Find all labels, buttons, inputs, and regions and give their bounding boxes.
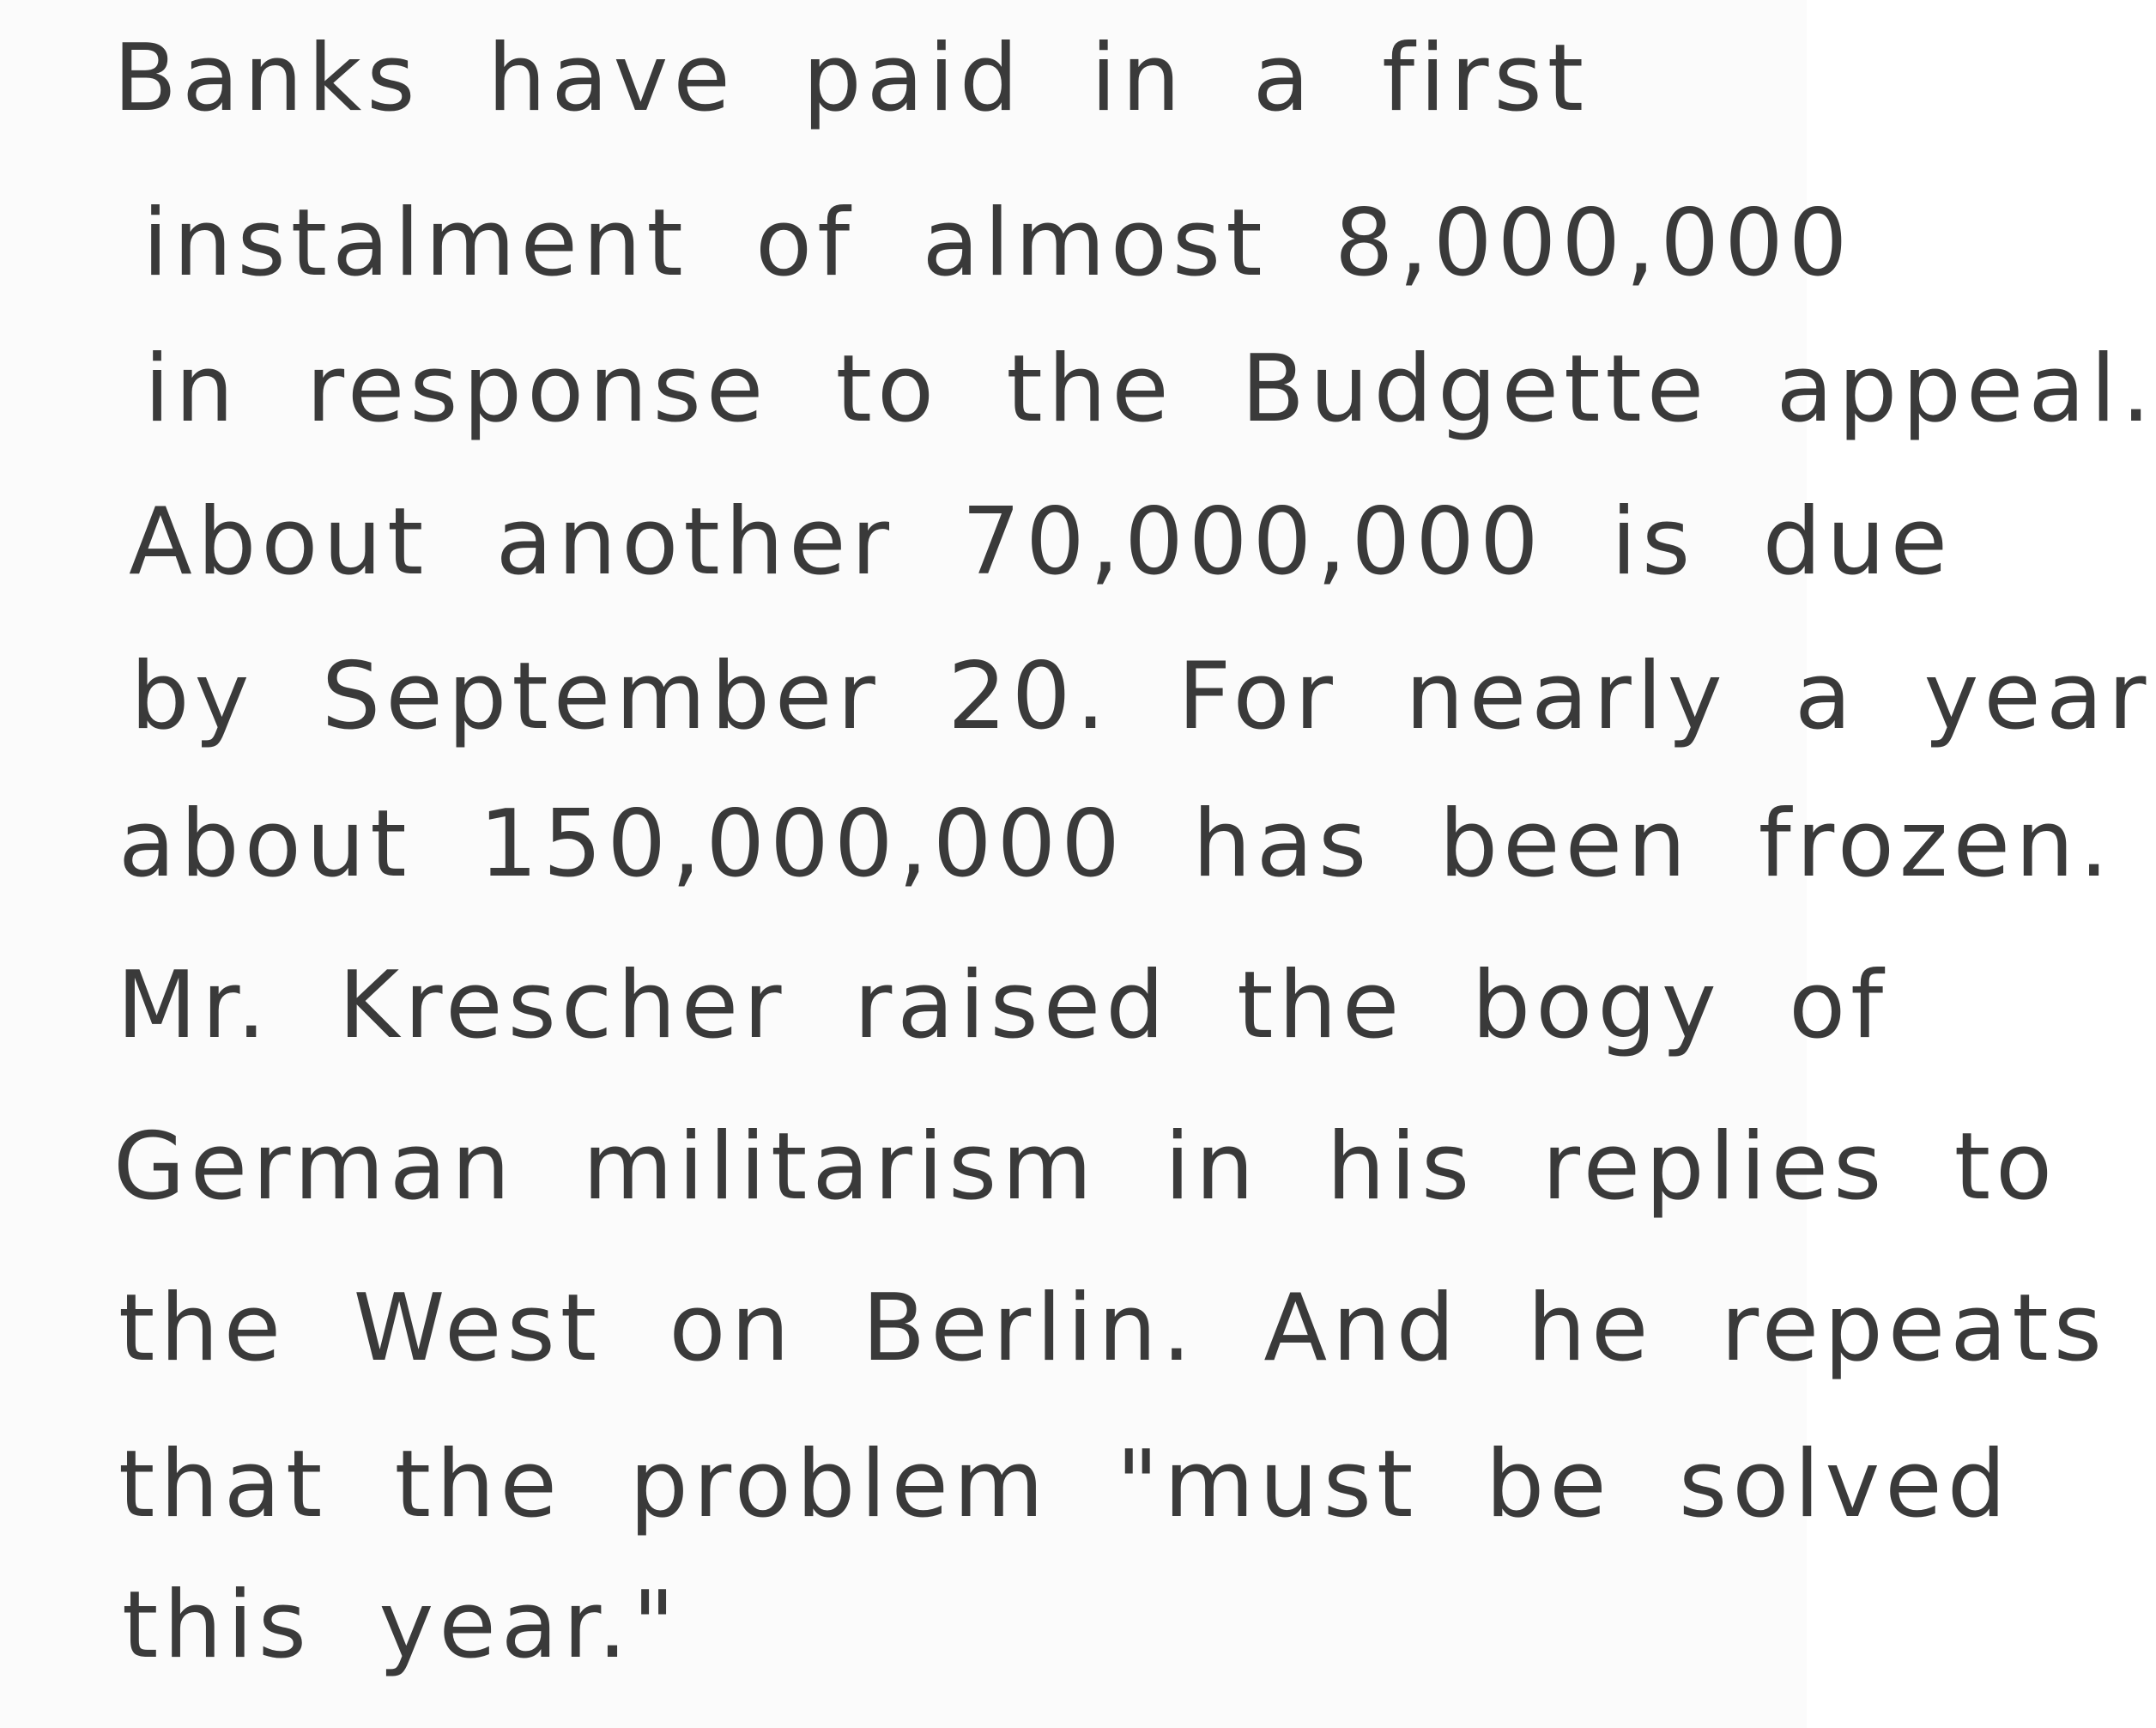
handwritten-line-6: about 150,000,000 has been frozen. — [118, 791, 2114, 898]
handwritten-line-8: German militarism in his replies to — [113, 1113, 2058, 1221]
handwritten-line-11: this year." — [122, 1572, 681, 1679]
handwritten-line-9: the West on Berlin. And he repeats — [118, 1275, 2108, 1382]
handwritten-line-5: by September 20. For nearly a year — [130, 643, 2152, 750]
handwritten-line-3: in response to the Budgette appeal. — [144, 336, 2156, 443]
handwritten-line-10: that the problem "must be solved — [118, 1431, 2012, 1538]
handwritten-line-2: instalment of almost 8,000,000 — [142, 190, 1853, 297]
handwritten-line-7: Mr. Krescher raised the bogy of — [117, 952, 1889, 1059]
handwritten-line-4: About another 70,000,000 is due — [129, 488, 1953, 596]
handwritten-line-1: Banks have paid in a first — [113, 25, 1590, 132]
